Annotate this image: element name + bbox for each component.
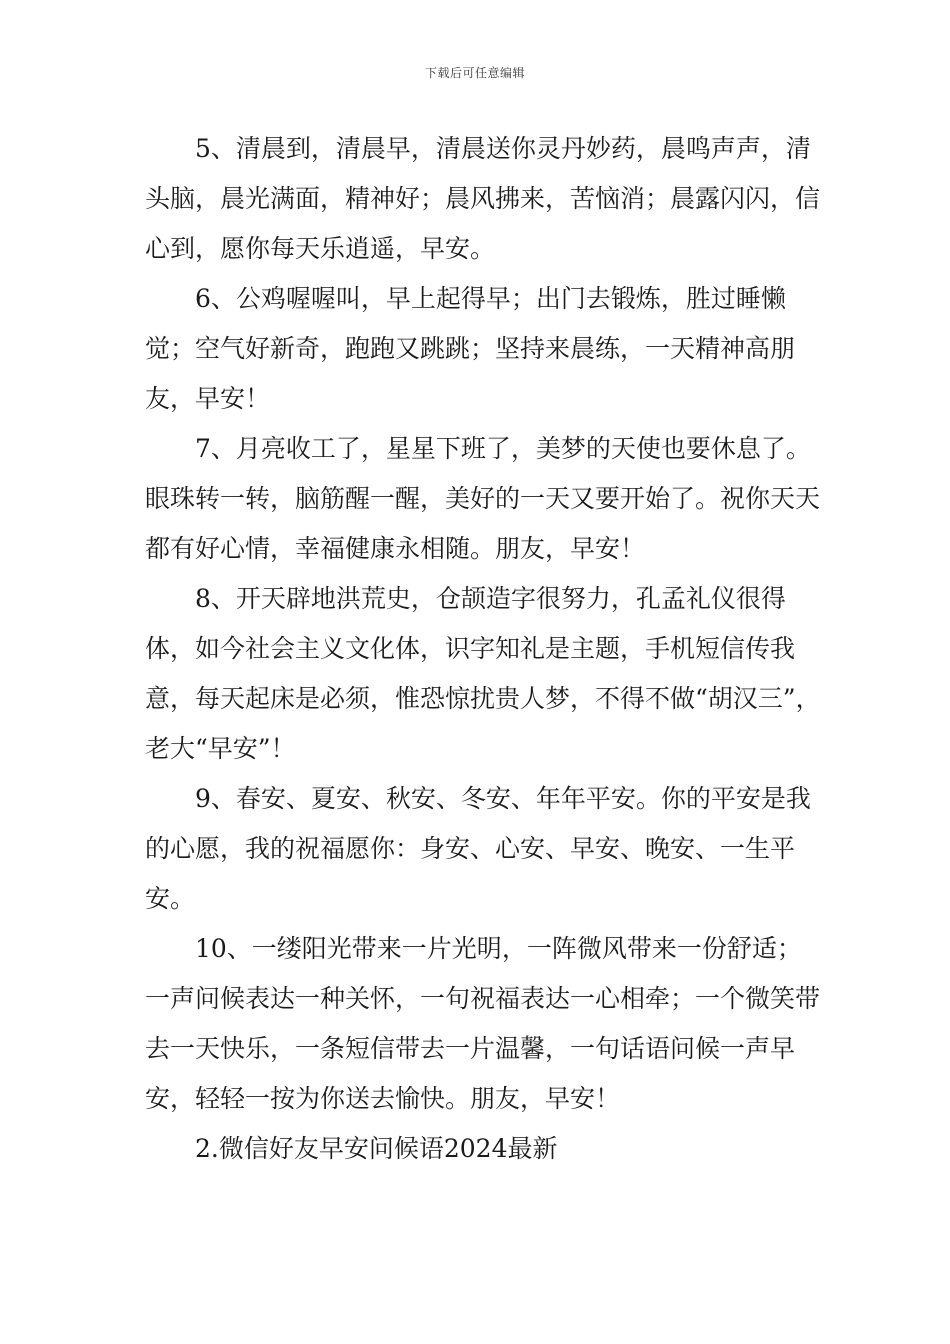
paragraph-8: 8、开天辟地洪荒史，仓颉造字很努力，孔孟礼仪很得体，如今社会主义文化体，识字知礼是主题，手机短信传我意，每天起床是必须，惟恐惊扰贵人梦，不得不做“胡汉三”，老大“早安”！ (145, 584, 821, 763)
paragraph-6: 6、公鸡喔喔叫，早上起得早；出门去锻炼，胜过睡懒觉；空气好新奇，跑跑又跳跳；坚持来晨练，一天精神高朋友，早安！ (145, 284, 796, 413)
paragraph-7: 7、月亮收工了，星星下班了，美梦的天使也要休息了。眼珠转一转，脑筋醒一醒，美好的一天又要开始了。祝你天天都有好心情，幸福健康永相随。朋友，早安！ (145, 434, 821, 563)
document-body (145, 124, 825, 1174)
paragraph-10: 10、一缕阳光带来一片光明，一阵微风带来一份舒适；一声问候表达一种关怀，一句祝福表达一心相牵；一个微笑带去一天快乐，一条短信带去一片温馨，一句话语问候一声早安，轻轻一按为你送去愉快。朋友，早安！ (145, 934, 821, 1113)
section-heading: 2.微信好友早安问候语2024最新 (195, 1134, 558, 1163)
paragraph-9: 9、春安、夏安、秋安、冬安、年年平安。你的平安是我的心愿，我的祝福愿你：身安、心安、早安、晚安、一生平安。 (145, 784, 811, 913)
paragraph-5: 5、清晨到，清晨早，清晨送你灵丹妙药，晨鸣声声，清头脑，晨光满面，精神好；晨风拂来，苦恼消；晨露闪闪，信心到，愿你每天乐逍遥，早安。 (145, 134, 821, 263)
page-header-note: 下载后可任意编辑 (424, 66, 525, 80)
